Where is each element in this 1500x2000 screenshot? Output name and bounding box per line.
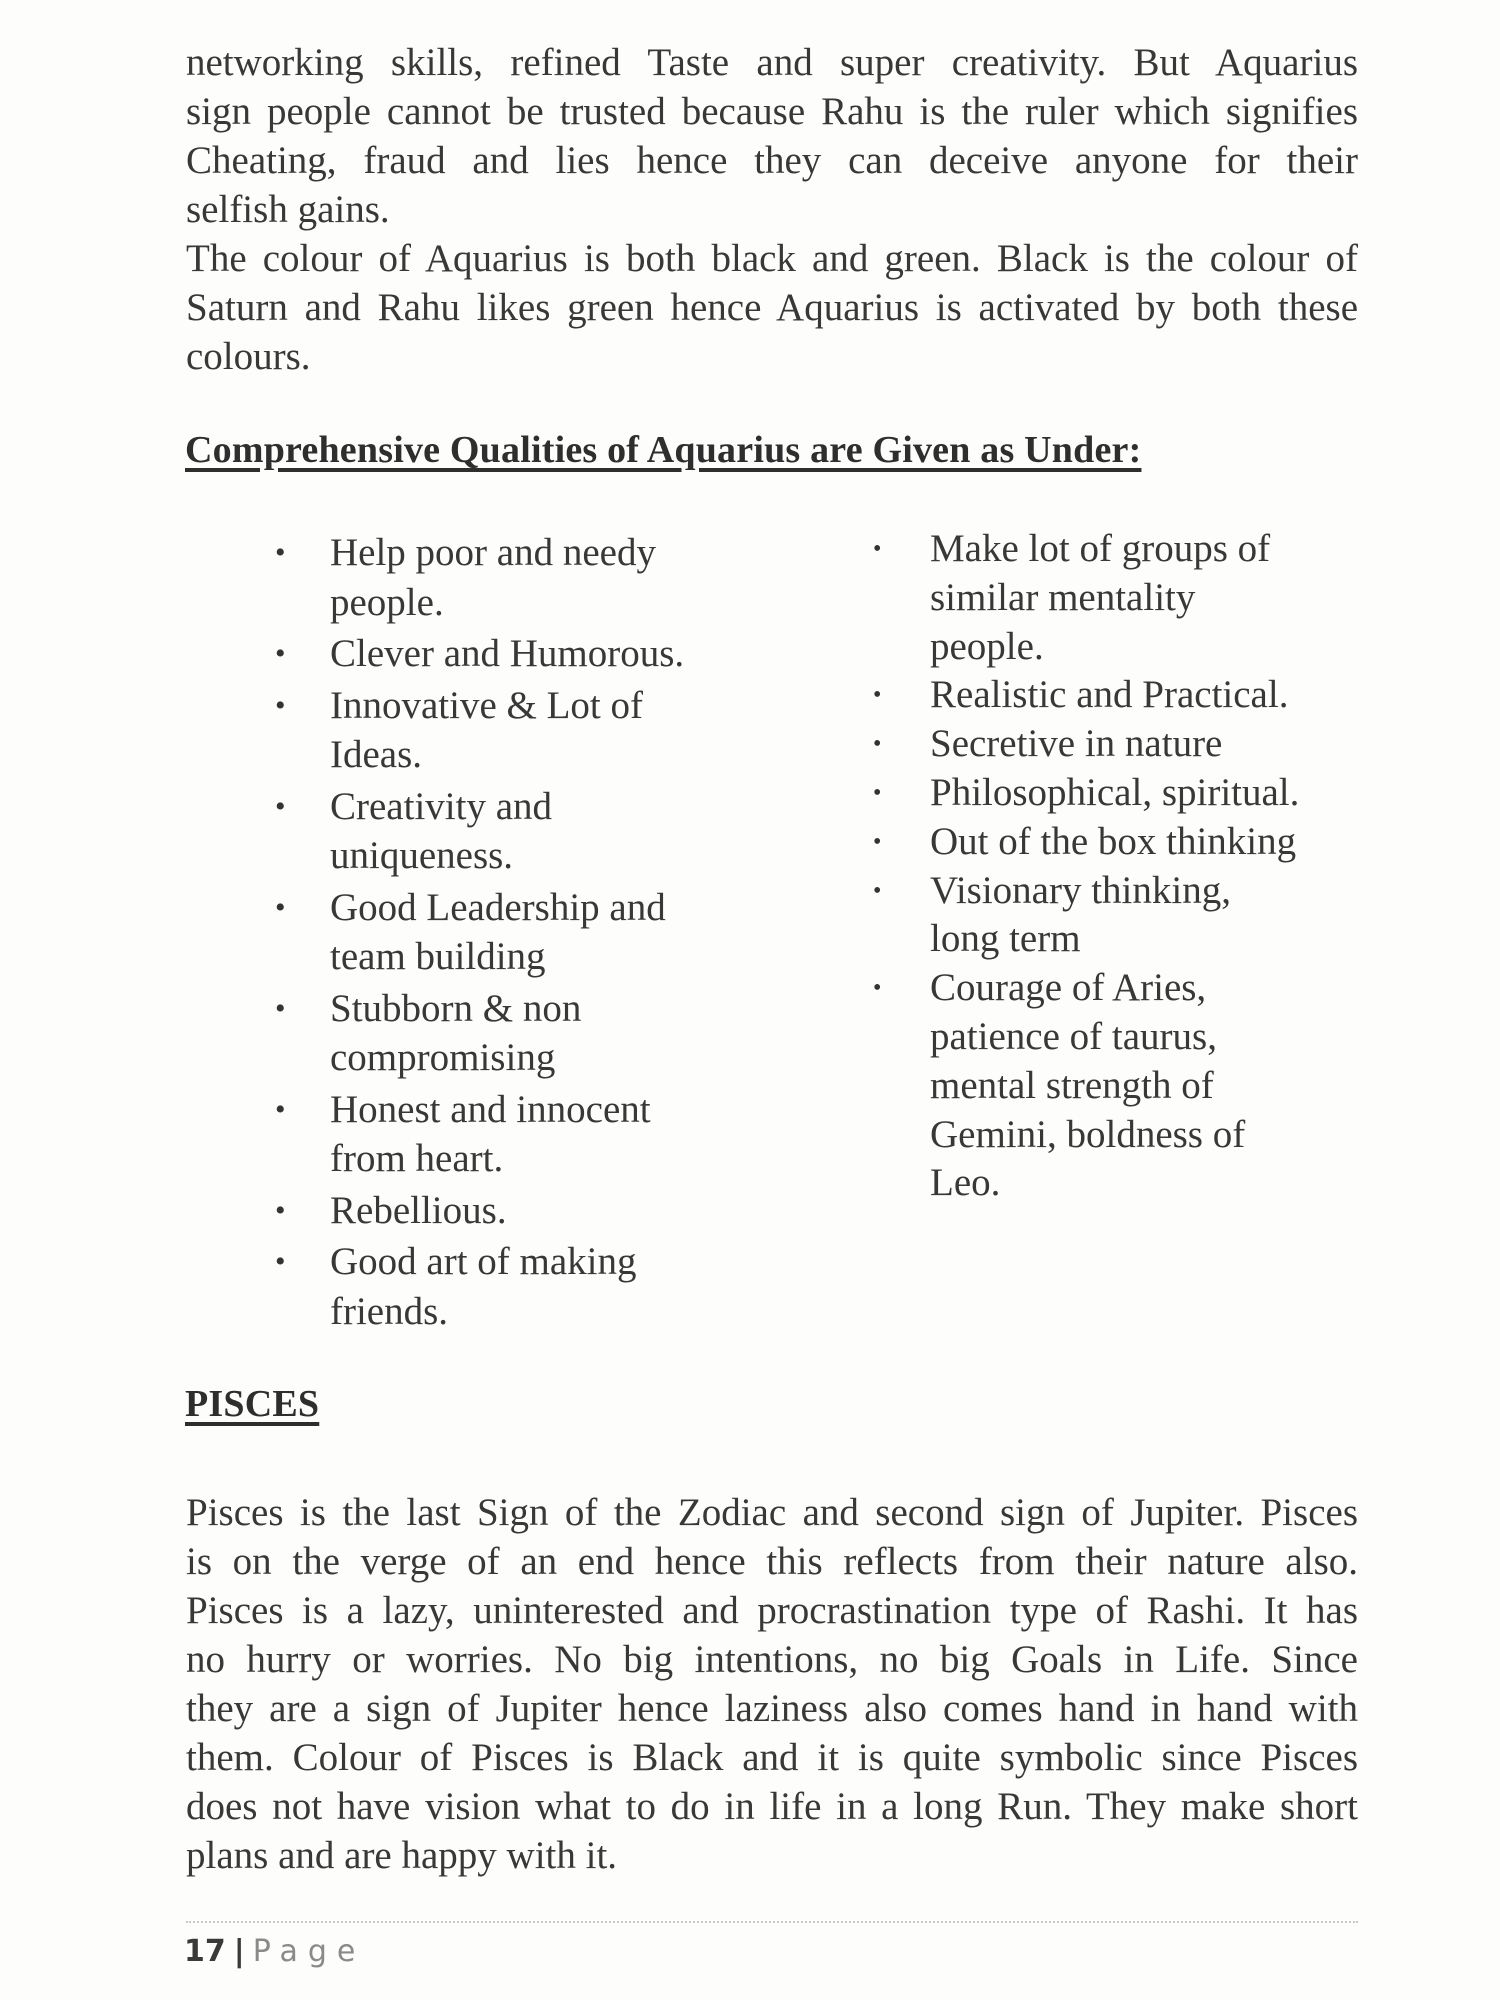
list-item xyxy=(275,883,830,982)
page-number: 17 xyxy=(184,1934,226,1969)
list-item xyxy=(275,528,830,627)
footer-separator: | xyxy=(233,1934,245,1969)
paragraph-line: Pisces is a lazy, uninterested and procrastination type of Rashi. It has xyxy=(186,1589,1358,1632)
paragraph-line: them. Colour of Pisces is Black and it is quite symbolic since Pisces xyxy=(186,1736,1358,1779)
list-item-text: Out of the box thinking xyxy=(930,819,1297,863)
list-item xyxy=(873,525,1370,671)
bullet-icon: • xyxy=(873,828,882,855)
bullet-icon: • xyxy=(873,877,882,904)
paragraph-line: Pisces is the last Sign of the Zodiac and second sign of Jupiter. Pisces xyxy=(186,1491,1358,1534)
list-item-text: mental strength of xyxy=(930,1063,1214,1107)
list-item-text: Realistic and Practical. xyxy=(930,673,1289,717)
list-item-text: team building xyxy=(330,935,546,978)
paragraph-line: Saturn and Rahu likes green hence Aquarius is activated by both these xyxy=(186,286,1358,329)
list-item xyxy=(873,964,1370,1208)
list-item xyxy=(873,720,1370,769)
list-item-text: Clever and Humorous. xyxy=(330,632,685,675)
paragraph-line: no hurry or worries. No big intentions, no big Goals in Life. Since xyxy=(186,1638,1358,1681)
list-item xyxy=(873,671,1370,720)
pisces-paragraph xyxy=(186,1488,1358,1880)
list-item xyxy=(275,1186,830,1236)
list-item-text: Make lot of groups of xyxy=(930,527,1271,570)
bullet-icon: • xyxy=(275,688,286,722)
list-item-text: Creativity and xyxy=(330,784,553,828)
list-item-text: Honest and innocent xyxy=(330,1087,651,1131)
paragraph-line: they are a sign of Jupiter hence laziness also comes hand in hand with xyxy=(186,1687,1358,1730)
list-item-text: Gemini, boldness of xyxy=(930,1112,1246,1156)
list-item xyxy=(873,867,1370,965)
bullet-icon: • xyxy=(275,536,286,569)
paragraph-line: sign people cannot be trusted because Rahu is the ruler which signifies xyxy=(186,90,1358,133)
paragraph-line: The colour of Aquarius is both black and green. Black is the colour of xyxy=(186,237,1358,280)
paragraph-line: does not have vision what to do in life in a long Run. They make short xyxy=(186,1785,1358,1828)
list-item xyxy=(873,769,1370,818)
bullet-icon: • xyxy=(275,1245,286,1278)
page-label: Page xyxy=(252,1934,366,1969)
list-item xyxy=(275,984,830,1083)
list-item-text: Stubborn & non xyxy=(330,986,582,1030)
list-item-text: Philosophical, spiritual. xyxy=(930,770,1300,814)
qualities-heading: Comprehensive Qualities of Aquarius are Given as Under: xyxy=(185,429,1142,471)
footer-divider xyxy=(186,1921,1358,1923)
list-item xyxy=(275,1237,830,1336)
intro-paragraph xyxy=(186,38,1358,234)
bullet-icon: • xyxy=(873,536,882,562)
paragraph-line: is on the verge of an end hence this reflects from their nature also. xyxy=(186,1540,1358,1583)
list-item-text: Good art of making xyxy=(330,1240,637,1283)
qualities-left-list xyxy=(275,528,830,1338)
list-item-text: Ideas. xyxy=(330,733,423,776)
list-item xyxy=(275,782,830,881)
list-item xyxy=(873,818,1370,867)
list-item xyxy=(275,629,830,679)
paragraph-line: Cheating, fraud and lies hence they can deceive anyone for their xyxy=(186,139,1358,182)
paragraph-line: networking skills, refined Taste and super creativity. But Aquarius xyxy=(186,41,1358,84)
bullet-icon: • xyxy=(873,682,882,709)
list-item-text: Courage of Aries, xyxy=(930,966,1207,1010)
paragraph-line: selfish gains. xyxy=(186,188,390,231)
paragraph-line: colours. xyxy=(186,335,311,378)
list-item xyxy=(275,1085,830,1184)
colour-paragraph xyxy=(186,234,1358,381)
list-item-text: Rebellious. xyxy=(330,1188,507,1232)
bullet-icon: • xyxy=(873,779,882,806)
list-item-text: uniqueness. xyxy=(330,834,514,877)
bullet-icon: • xyxy=(275,637,286,670)
bullet-icon: • xyxy=(873,975,882,1002)
list-item-text: from heart. xyxy=(330,1137,504,1180)
bullet-icon: • xyxy=(275,991,286,1025)
list-item-text: Help poor and needy xyxy=(330,531,656,574)
list-item xyxy=(275,681,830,780)
list-item-text: Visionary thinking, xyxy=(930,868,1231,912)
list-item-text: Secretive in nature xyxy=(930,722,1223,766)
pisces-heading: PISCES xyxy=(185,1383,320,1425)
list-item-text: friends. xyxy=(330,1289,449,1333)
bullet-icon: • xyxy=(275,1092,286,1126)
list-item-text: people. xyxy=(330,580,444,624)
list-item-text: Innovative & Lot of xyxy=(330,683,644,727)
page-footer xyxy=(184,1932,365,1972)
qualities-right-list xyxy=(873,525,1370,1208)
list-item-text: patience of taurus, xyxy=(930,1014,1217,1058)
bullet-icon: • xyxy=(275,890,286,924)
bullet-icon: • xyxy=(275,1193,286,1227)
list-item-text: Good Leadership and xyxy=(330,885,666,929)
paragraph-line: plans and are happy with it. xyxy=(186,1834,618,1877)
bullet-icon: • xyxy=(275,789,286,823)
list-item-text: people. xyxy=(930,624,1044,668)
list-item-text: similar mentality xyxy=(930,575,1196,619)
list-item-text: long term xyxy=(930,917,1081,961)
list-item-text: Leo. xyxy=(930,1161,1001,1205)
bullet-icon: • xyxy=(873,731,882,758)
list-item-text: compromising xyxy=(330,1036,556,1079)
